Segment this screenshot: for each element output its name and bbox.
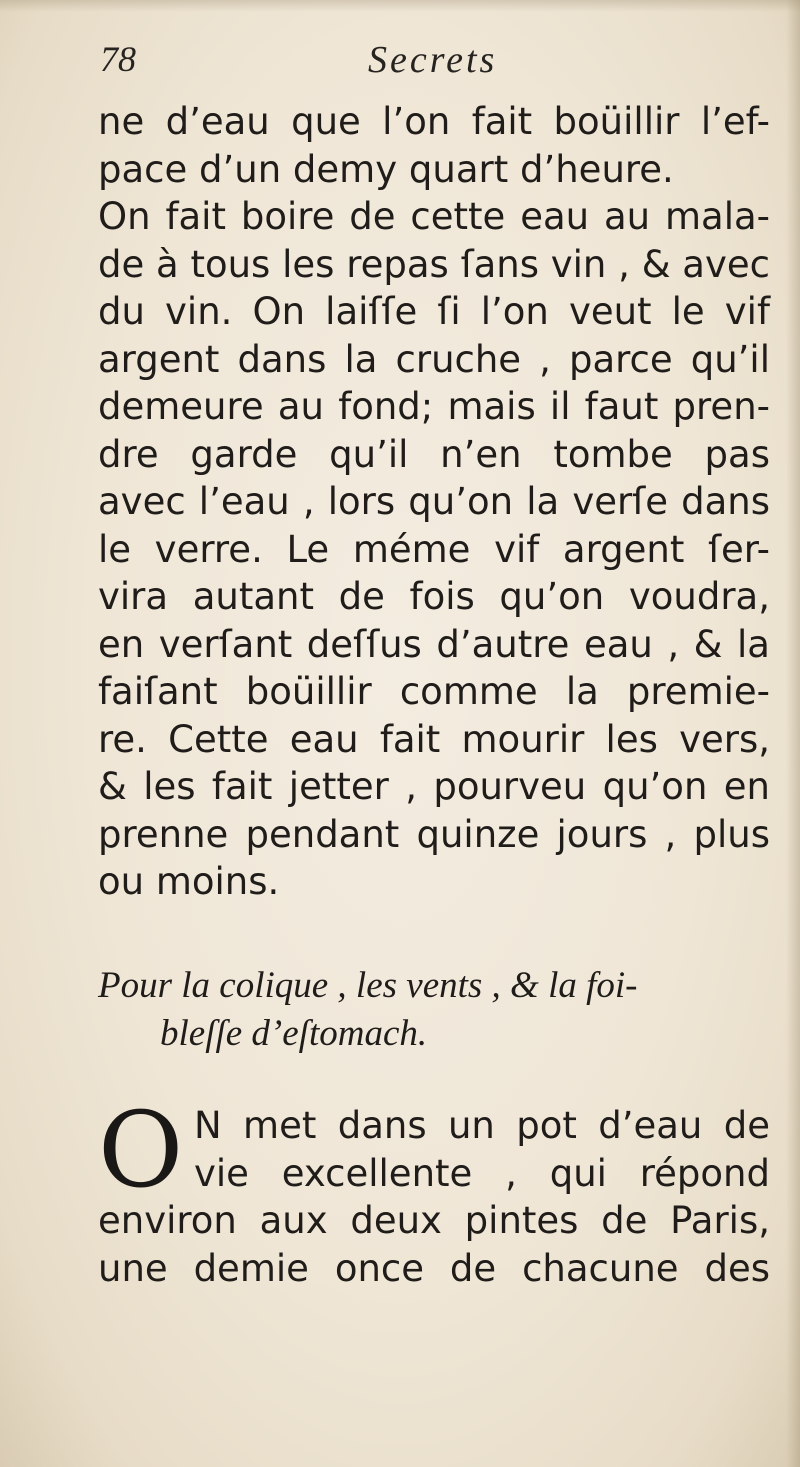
- text-line: le verre. Le méme vif argent ſer-: [98, 527, 770, 571]
- text-line: en verſant deſſus d’autre eau , & la: [98, 622, 770, 666]
- text-line: ne d’eau que l’on fait boüillir l’ef-: [98, 100, 770, 143]
- text-line: N met dans un pot d’eau de: [194, 1104, 770, 1147]
- running-head: Secrets: [368, 39, 498, 81]
- page-right-shadow: [786, 0, 800, 1467]
- text-line: prenne pendant quinze jours , plus: [98, 812, 770, 856]
- text-line: pace d’un demy quart d’heure.: [98, 147, 674, 191]
- text-line: re. Cette eau fait mourir les vers,: [98, 717, 770, 761]
- text-line: faiſant boüillir comme la premie-: [98, 670, 770, 713]
- text-line: ou moins.: [98, 860, 280, 903]
- text-line: On fait boire de cette eau au mala-: [98, 195, 770, 238]
- section-heading-line: Pour la colique , les vents , & la foi-: [98, 965, 638, 1006]
- text-line: environ aux deux pintes de Paris,: [98, 1199, 770, 1242]
- text-line: une demie once de chacune des: [98, 1246, 770, 1290]
- text-line: & les fait jetter , pourveu qu’on en: [98, 765, 770, 808]
- drop-cap: O: [98, 1089, 184, 1211]
- text-line: argent dans la cruche , parce qu’il: [98, 337, 770, 381]
- text-line: vie excellente , qui répond: [194, 1151, 770, 1195]
- text-line: demeure au fond; mais il faut pren-: [98, 385, 770, 428]
- page-header: [0, 38, 800, 98]
- text-line: de à tous les repas ſans vin , & avec: [98, 242, 770, 286]
- section-heading: [98, 962, 778, 1058]
- text-line: dre garde qu’il n’en tombe pas: [98, 432, 770, 476]
- body-paragraph: [98, 98, 770, 906]
- text-line: vira autant de fois qu’on voudra,: [98, 575, 770, 618]
- page-top-shadow: [0, 0, 800, 12]
- text-line: avec l’eau , lors qu’on la verſe dans: [98, 480, 770, 523]
- section-heading-line: bleſſe d’eſtomach.: [160, 1013, 428, 1054]
- text-line: du vin. On laiſſe ſi l’on veut le vif: [98, 290, 770, 333]
- section-paragraph: [98, 1089, 770, 1292]
- page-number: 78: [100, 39, 136, 79]
